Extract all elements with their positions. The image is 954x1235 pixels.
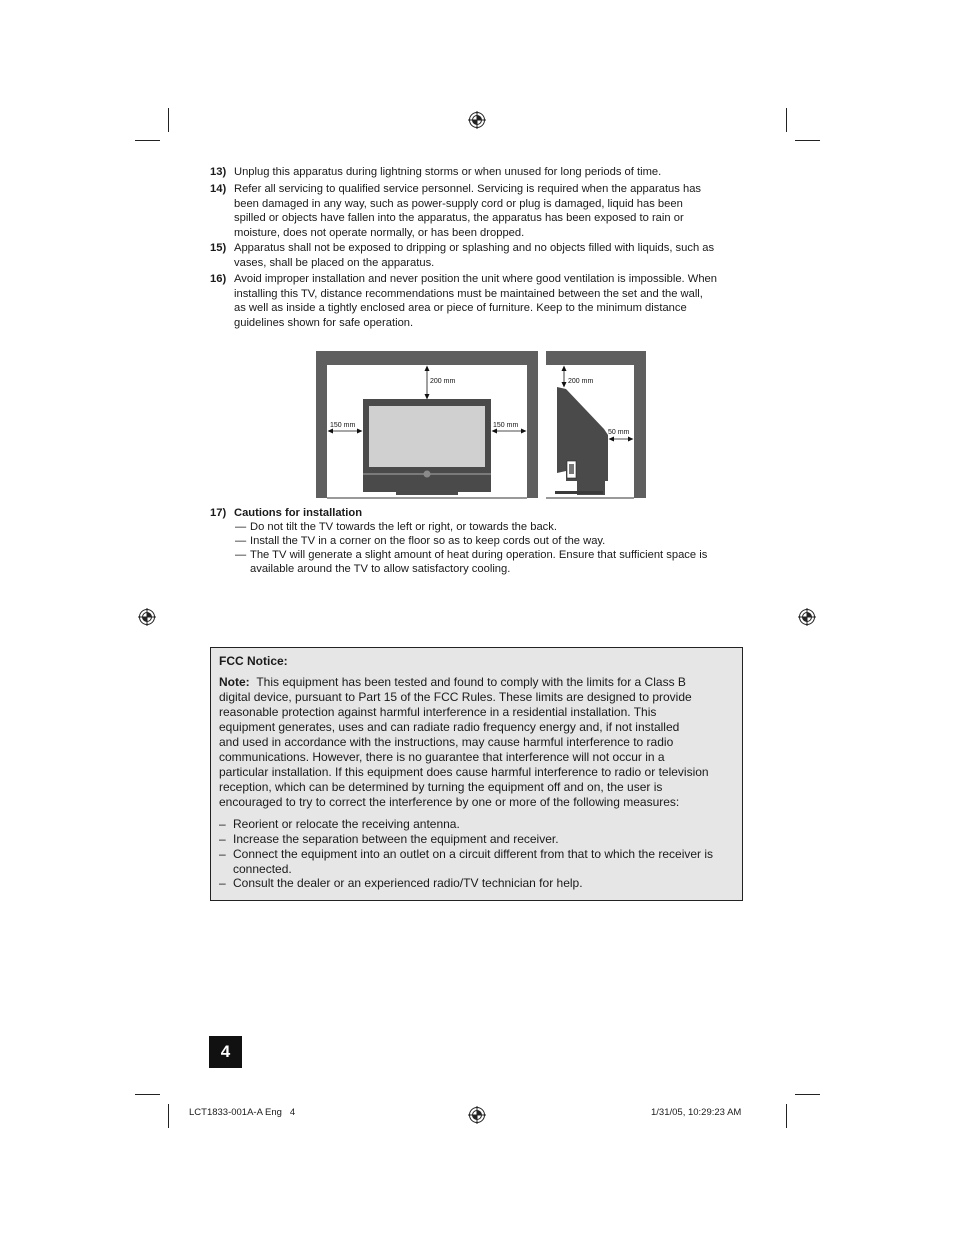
fcc-note-line: particular installation. If this equipment does cause harmful interference to radio or television	[219, 765, 709, 779]
registration-mark-icon	[798, 608, 816, 626]
item-number: 13)	[210, 166, 227, 178]
dash-bullet: –	[219, 817, 226, 831]
measure-line: Connect the equipment into an outlet on a circuit different from that to which the receiver is	[233, 847, 714, 861]
page-number: 4	[209, 1036, 242, 1068]
item-number: 14)	[210, 183, 227, 195]
fcc-note-label: Note:	[219, 675, 250, 689]
fcc-measure-item	[219, 876, 737, 891]
cautions-title: Cautions for installation	[234, 507, 363, 519]
side-top-clearance-label: 200 mm	[568, 378, 594, 385]
fcc-note-line: equipment generates, uses and can radiate radio frequency energy and, if not installed	[219, 720, 680, 734]
caution-item	[235, 534, 745, 548]
item-text: Unplug this apparatus during lightning storms or when unused for long periods of time.	[234, 166, 662, 178]
fcc-note-line: This equipment has been tested and found to comply with the limits for a Class B	[256, 675, 686, 689]
registration-mark-icon	[138, 608, 156, 626]
item-line: guidelines shown for safe operation.	[234, 316, 414, 329]
item-number: 16)	[210, 273, 227, 285]
crop-mark	[795, 1094, 820, 1095]
footer-job-slug: LCT1833-001A-A Eng 4	[189, 1107, 296, 1118]
measure-line: connected.	[233, 862, 292, 876]
fcc-measure-item	[219, 847, 737, 877]
safety-item-13	[210, 165, 750, 180]
dash-bullet: –	[219, 876, 226, 890]
item-line: installing this TV, distance recommendations must be maintained between the set and the wall,	[234, 287, 703, 300]
caution-line: Do not tilt the TV towards the left or right, or towards the back.	[250, 521, 557, 533]
crop-mark	[786, 1104, 787, 1128]
fcc-note-line: reasonable protection against harmful interference in a residential installation. This	[219, 705, 657, 719]
fcc-note-line: encouraged to try to correct the interference by one or more of the following measures:	[219, 795, 680, 809]
item-line: spilled or objects have fallen into the apparatus, the apparatus has been exposed to rain or	[234, 212, 684, 225]
dash-bullet: —	[235, 521, 247, 533]
crop-mark	[135, 1094, 160, 1095]
caution-line: The TV will generate a slight amount of heat during operation. Ensure that sufficient space is	[250, 549, 708, 561]
crop-mark	[795, 140, 820, 141]
caution-line: Install the TV in a corner on the floor so as to keep cords out of the way.	[250, 535, 606, 547]
caution-item	[235, 548, 745, 576]
front-left-clearance-label: 150 mm	[330, 422, 356, 429]
dash-bullet: –	[219, 832, 226, 846]
measure-line: Reorient or relocate the receiving antenna.	[233, 817, 460, 831]
registration-mark-icon	[468, 111, 486, 129]
safety-item-17	[210, 506, 750, 521]
side-back-clearance-label: 50 mm	[608, 429, 630, 436]
item-line: as well as inside a tightly enclosed area or piece of furniture. Keep to the minimum distance	[234, 302, 687, 315]
dash-bullet: —	[235, 549, 247, 561]
item-line: Apparatus shall not be exposed to dripping or splashing and no objects filled with liquids, such as	[234, 242, 715, 254]
dash-bullet: —	[235, 535, 247, 547]
crop-mark	[135, 140, 160, 141]
fcc-note-line: digital device, pursuant to Part 15 of the FCC Rules. These limits are designed to provide	[219, 690, 692, 704]
dash-bullet: –	[219, 847, 226, 861]
fcc-note-line: and used in accordance with the instructions, may cause harmful interference to radio	[219, 735, 674, 749]
safety-item-15	[210, 241, 750, 270]
registration-mark-icon	[468, 1106, 486, 1124]
fcc-measure-item	[219, 817, 737, 832]
item-line: Refer all servicing to qualified service personnel. Servicing is required when the apparatus has	[234, 183, 702, 195]
item-line: Avoid improper installation and never position the unit where good ventilation is impossible. When	[234, 273, 717, 285]
front-clearance-diagram	[316, 351, 538, 499]
safety-item-16	[210, 272, 750, 330]
item-line: vases, shall be placed on the apparatus.	[234, 256, 435, 269]
measure-line: Consult the dealer or an experienced radio/TV technician for help.	[233, 876, 583, 890]
fcc-note-line: communications. However, there is no guarantee that interference will not occur in a	[219, 750, 665, 764]
item-number: 15)	[210, 242, 227, 254]
front-top-clearance-label: 200 mm	[430, 378, 456, 385]
caution-item	[235, 520, 745, 534]
item-line: moisture, does not operate normally, or has been dropped.	[234, 226, 525, 239]
fcc-measure-item	[219, 832, 737, 847]
item-number: 17)	[210, 507, 227, 519]
measure-line: Increase the separation between the equipment and receiver.	[233, 832, 559, 846]
side-clearance-diagram	[546, 351, 646, 499]
crop-mark	[168, 108, 169, 132]
fcc-note-line: reception, which can be determined by turning the equipment off and on, the user is	[219, 780, 663, 794]
footer-timestamp: 1/31/05, 10:29:23 AM	[651, 1107, 742, 1118]
fcc-note-paragraph	[219, 675, 737, 810]
fcc-notice-title: FCC Notice:	[219, 654, 288, 668]
safety-item-14	[210, 182, 750, 240]
crop-mark	[786, 108, 787, 132]
crop-mark	[168, 1104, 169, 1128]
fcc-notice-box	[210, 647, 743, 901]
item-line: been damaged in any way, such as power-supply cord or plug is damaged, liquid has been	[234, 197, 683, 210]
caution-line: available around the TV to allow satisfactory cooling.	[250, 563, 511, 575]
front-right-clearance-label: 150 mm	[493, 422, 519, 429]
